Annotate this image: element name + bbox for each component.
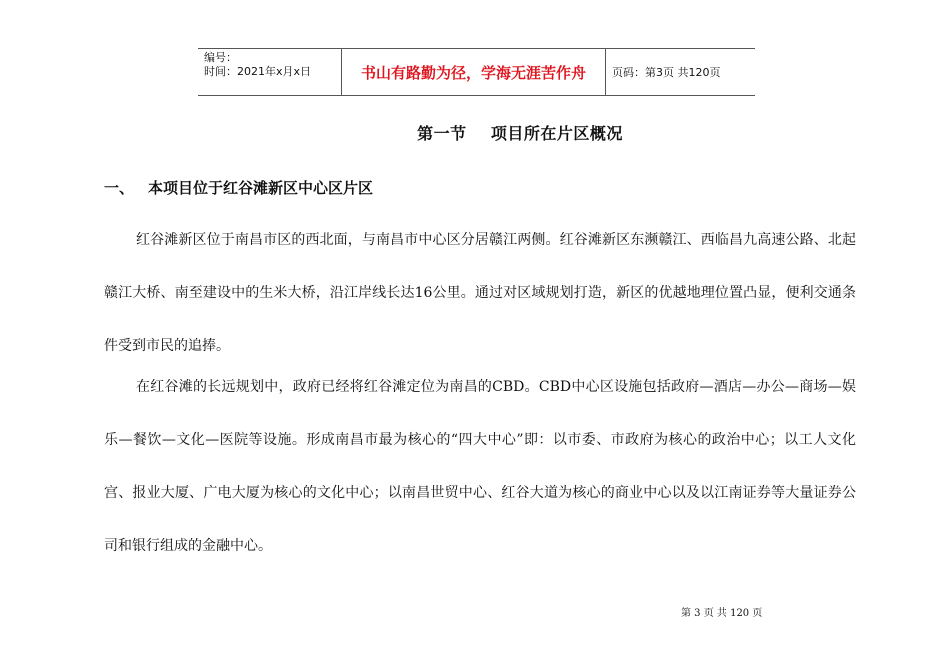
section-title: 第一节 项目所在片区概况 — [417, 124, 623, 143]
header-motto: 书山有路勤为径，学海无涯苦作舟 — [341, 49, 606, 95]
subsection-heading — [104, 177, 373, 198]
paragraph-location: 红谷滩新区位于南昌市区的西北面，与南昌市中心区分居赣江两侧。红谷滩新区东濒赣江、西临昌九高速公路、北起赣江大桥、南至建设中的生米大桥，沿江岸线长达16公里。通过对区域规划打造，新区的优越地理位置凸显，便利交通条件受到市民的追捧。 — [104, 232, 856, 354]
page-header — [198, 48, 755, 96]
document-time-label: 时间：2021年x月x日 — [204, 65, 312, 78]
heading-number: 一、 — [104, 179, 135, 197]
header-meta — [198, 49, 341, 95]
document-number-label: 编号： — [204, 51, 237, 64]
paragraph-cbd-planning: 在红谷滩的长远规划中，政府已经将红谷滩定位为南昌的CBD。CBD中心区设施包括政府—酒店—办公—商场—娱乐—餐饮—文化—医院等设施。形成南昌市最为核心的“四大中心”即：以市委、市政府为核心的政治中心；以工人文化宫、报业大厦、广电大厦为核心的文化中心；以南昌世贸中心、红谷大道为核心的商业中心以及以江南证券等大量证券公司和银行组成的金融中心。 — [104, 379, 856, 554]
heading-text: 本项目位于红谷滩新区中心区片区 — [148, 179, 374, 197]
page-footer: 第 3 页 共 120 页 — [681, 608, 763, 619]
header-page-info: 页码：第3页 共120页 — [612, 66, 721, 79]
